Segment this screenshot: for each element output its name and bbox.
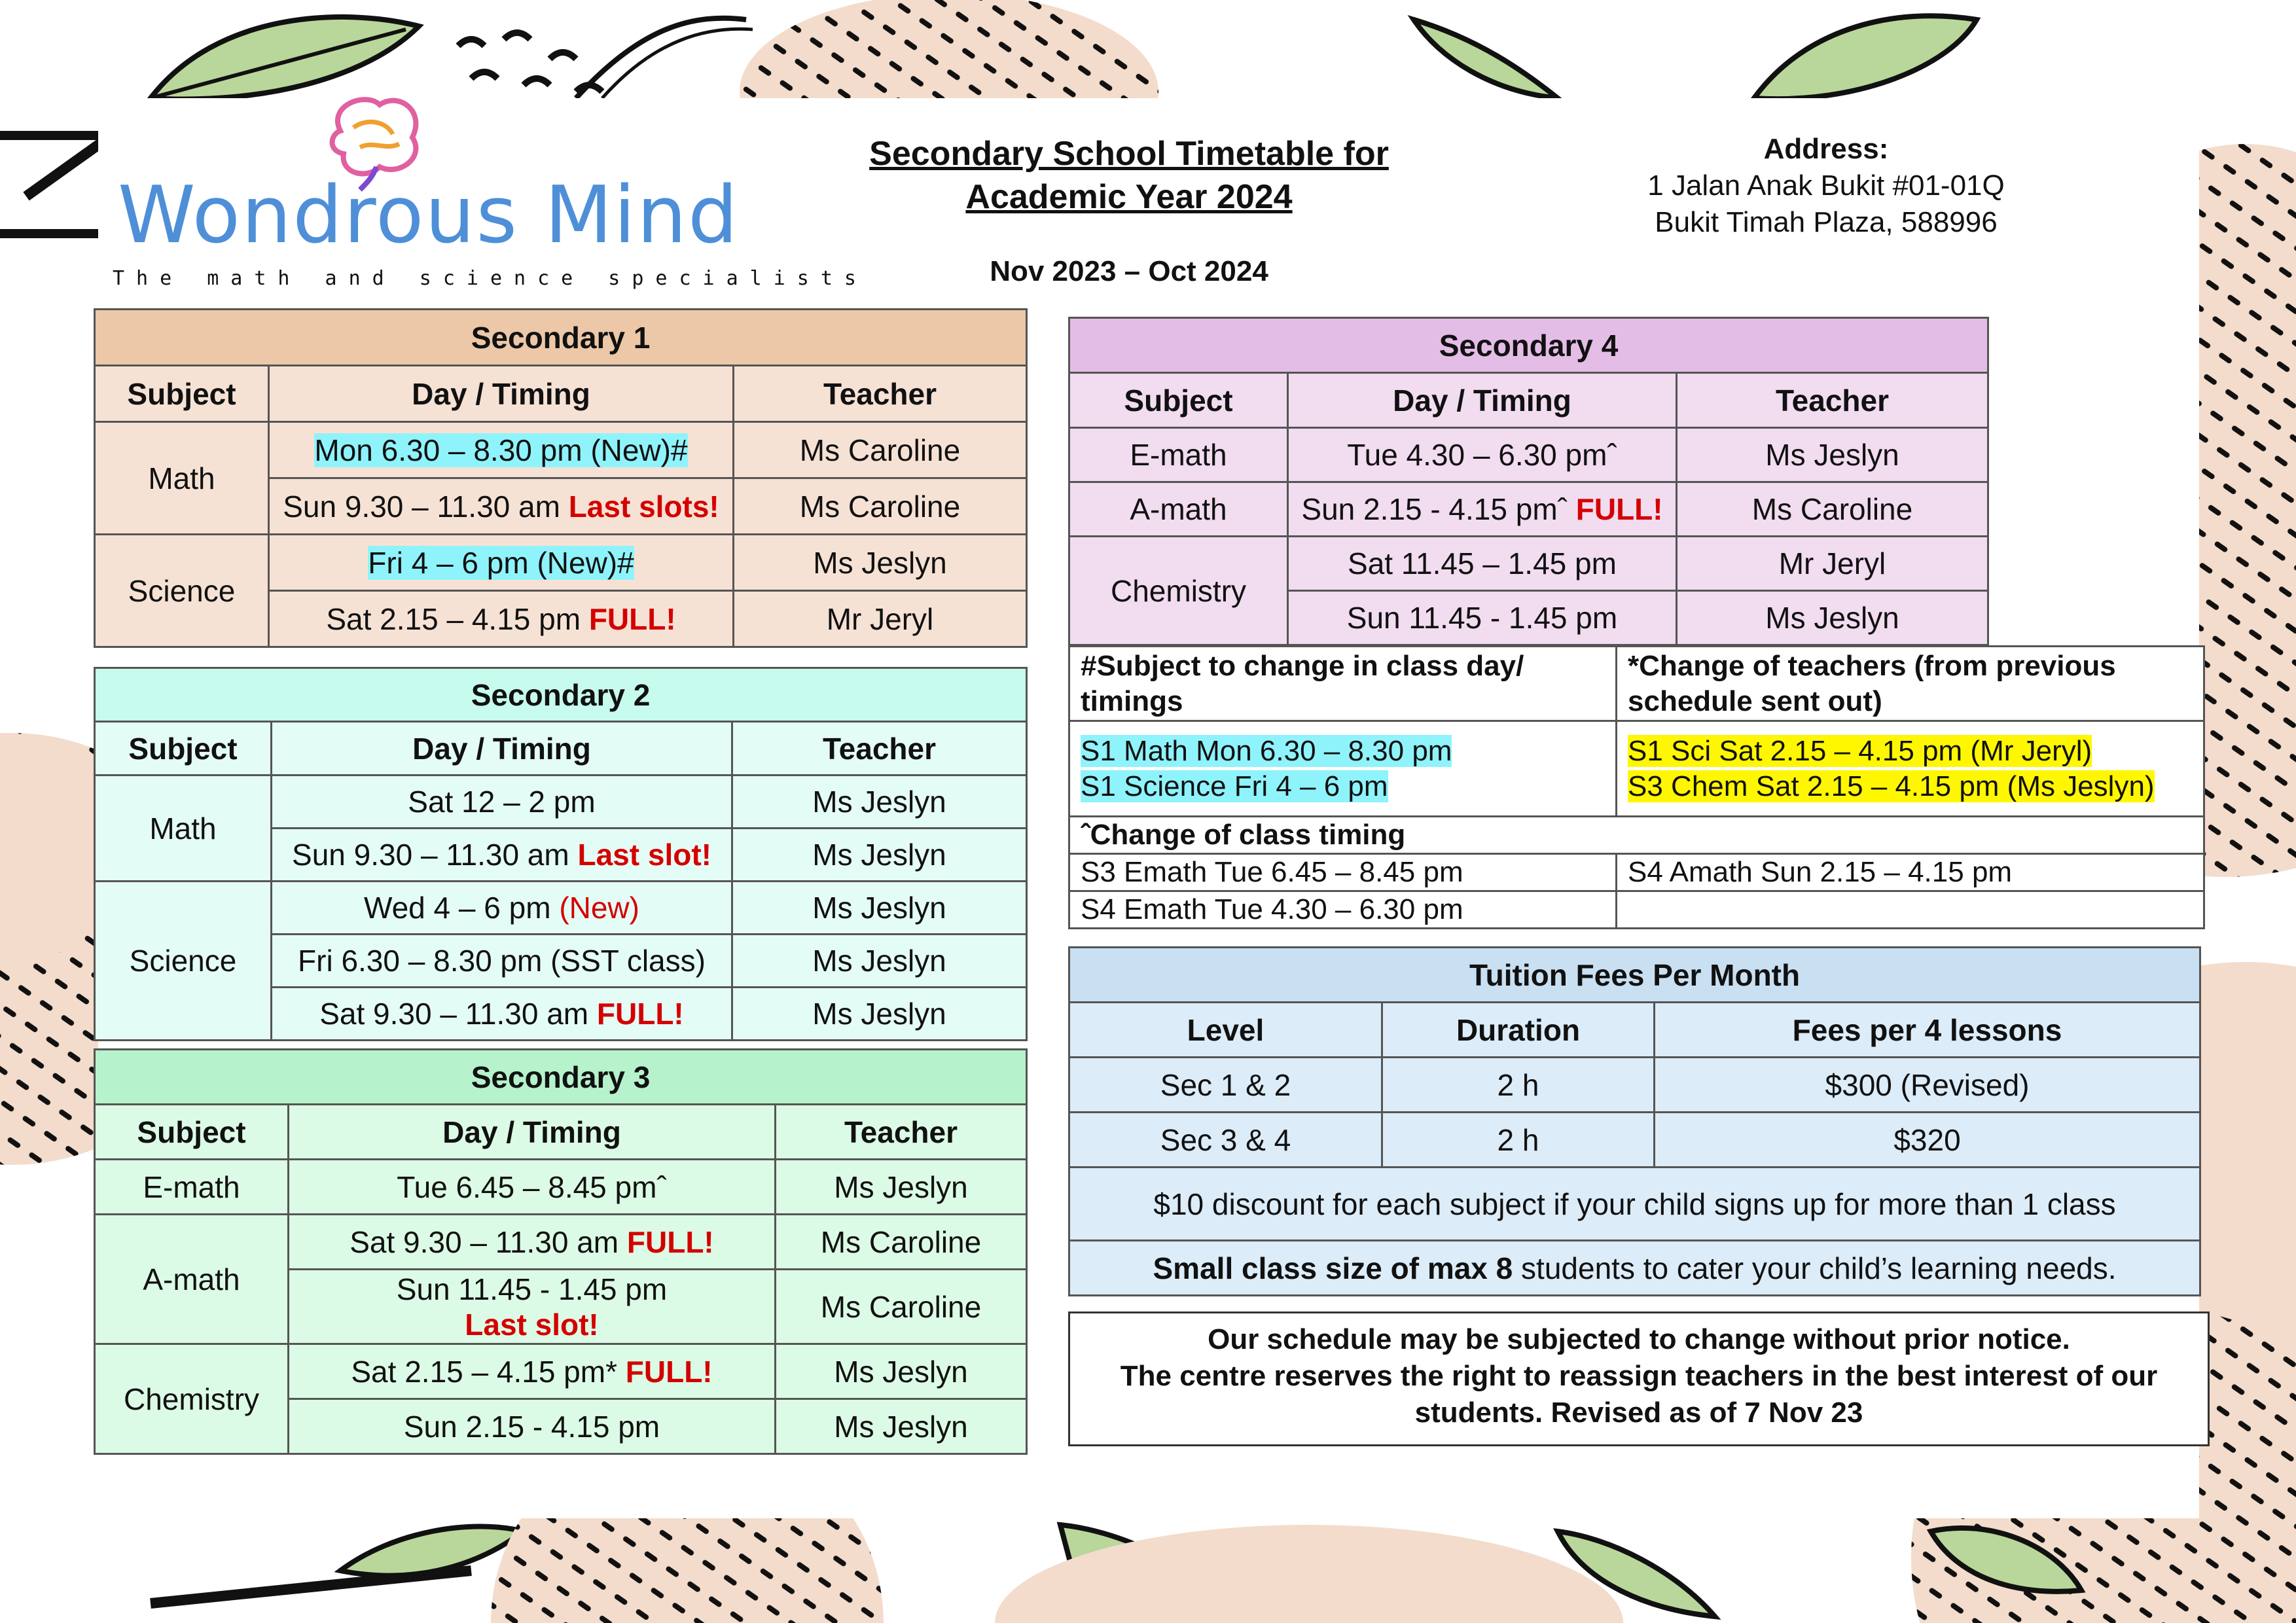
change-notes-table — [1068, 645, 2205, 929]
sec1-timing-cell — [269, 478, 734, 535]
sec2-note-4: FULL! — [596, 997, 684, 1031]
fees-level-1: Sec 3 & 4 — [1069, 1113, 1382, 1168]
brand-name: Wondrous Mind — [118, 170, 740, 261]
table-row — [1069, 482, 1988, 537]
sec1-timing-3: Sat 2.15 – 4.15 pm — [326, 601, 581, 636]
title-line-1: Secondary School Timetable for — [869, 135, 1389, 173]
sec1-teacher-3: Mr Jeryl — [734, 591, 1027, 647]
sec3-teacher-2: Ms Caroline — [776, 1270, 1027, 1344]
sec3-teacher-0: Ms Jeslyn — [776, 1160, 1027, 1215]
table-row — [1069, 1113, 2200, 1168]
table-row — [1069, 1058, 2200, 1113]
fees-title: Tuition Fees Per Month — [1069, 948, 2200, 1003]
sec2-teacher-2: Ms Jeslyn — [732, 882, 1027, 935]
sec1-teacher-0: Ms Caroline — [734, 422, 1027, 478]
sec2-col-timing: Day / Timing — [272, 722, 732, 776]
subject-change-list — [1069, 721, 1617, 817]
fees-level-0: Sec 1 & 2 — [1069, 1058, 1382, 1113]
secondary-1-table — [94, 308, 1028, 648]
sec1-teacher-2: Ms Jeslyn — [734, 535, 1027, 591]
sec4-col-teacher: Teacher — [1677, 373, 1988, 428]
sec3-note-3: FULL! — [625, 1354, 713, 1389]
tuition-fees-table — [1068, 946, 2201, 1296]
title-line-2: Academic Year 2024 — [965, 178, 1293, 216]
sec3-timing-cell — [289, 1344, 776, 1399]
sec4-timing-2: Sat 11.45 – 1.45 pm — [1288, 537, 1677, 591]
sec2-col-subject: Subject — [95, 722, 272, 776]
address-label: Address: — [1763, 133, 1889, 165]
sec4-teacher-2: Mr Jeryl — [1677, 537, 1988, 591]
sec4-teacher-3: Ms Jeslyn — [1677, 591, 1988, 645]
table-row — [95, 882, 1027, 935]
class-size-rest: students to cater your child’s learning needs. — [1513, 1251, 2117, 1285]
sec1-subject-math: Math — [95, 422, 269, 535]
sec2-timing-cell — [272, 882, 732, 935]
disclaimer-line-2: The centre reserves the right to reassign teachers in the best interest of our — [1120, 1360, 2158, 1392]
sec2-title: Secondary 2 — [95, 668, 1027, 722]
disclaimer-line-1: Our schedule may be subjected to change without prior notice. — [1208, 1323, 2070, 1355]
fees-col-duration: Duration — [1382, 1003, 1655, 1058]
sec2-teacher-3: Ms Jeslyn — [732, 935, 1027, 988]
sec2-timing-0: Sat 12 – 2 pm — [272, 776, 732, 829]
leaf-top-center — [1414, 16, 1977, 99]
secondary-2-table — [94, 667, 1028, 1041]
sec4-subject-amath: A-math — [1069, 482, 1288, 537]
class-size-bold: Small class size of max 8 — [1153, 1251, 1513, 1285]
sec2-timing-cell — [272, 988, 732, 1041]
sec4-title: Secondary 4 — [1069, 318, 1988, 373]
teacher-change-list — [1617, 721, 2204, 817]
sec3-timing-1: Sat 9.30 – 11.30 am — [350, 1224, 619, 1259]
sec1-timing-0: Mon 6.30 – 8.30 pm (New)# — [314, 433, 688, 467]
sec4-teacher-0: Ms Jeslyn — [1677, 428, 1988, 482]
sec2-teacher-4: Ms Jeslyn — [732, 988, 1027, 1041]
sec3-note-2: Last slot! — [465, 1307, 599, 1342]
timing-change-title: ˆChange of class timing — [1069, 817, 2204, 854]
teacher-change-1: S1 Sci Sat 2.15 – 4.15 pm (Mr Jeryl) — [1628, 734, 2092, 767]
fees-discount: $10 discount for each subject if your child signs up for more than 1 class — [1069, 1168, 2200, 1241]
table-row — [1069, 428, 1988, 482]
table-row — [95, 422, 1027, 478]
sec3-timing-0: Tue 6.45 – 8.45 pmˆ — [289, 1160, 776, 1215]
fees-amount-1: $320 — [1655, 1113, 2200, 1168]
fees-duration-0: 2 h — [1382, 1058, 1655, 1113]
sec4-teacher-1: Ms Caroline — [1677, 482, 1988, 537]
timing-change-2: S4 Amath Sun 2.15 – 4.15 pm — [1617, 854, 2204, 891]
address-block — [1590, 131, 2062, 241]
sec2-subject-math: Math — [95, 776, 272, 882]
sec1-col-subject: Subject — [95, 366, 269, 422]
teacher-change-2: S3 Chem Sat 2.15 – 4.15 pm (Ms Jeslyn) — [1628, 770, 2155, 802]
sec2-timing-1: Sun 9.30 – 11.30 am — [292, 838, 569, 872]
sec3-timing-cell — [289, 1215, 776, 1270]
table-row — [95, 1215, 1027, 1270]
sec3-subject-chemistry: Chemistry — [95, 1344, 289, 1454]
sec2-timing-2: Wed 4 – 6 pm — [364, 891, 551, 925]
secondary-4-table — [1068, 317, 1989, 646]
sec3-teacher-3: Ms Jeslyn — [776, 1344, 1027, 1399]
timing-change-empty — [1617, 891, 2204, 929]
subject-change-1: S1 Math Mon 6.30 – 8.30 pm — [1081, 734, 1452, 767]
sec1-timing-cell — [269, 591, 734, 647]
sec1-col-teacher: Teacher — [734, 366, 1027, 422]
secondary-3-table — [94, 1048, 1028, 1455]
sec1-timing-cell — [269, 422, 734, 478]
timing-change-3: S4 Emath Tue 4.30 – 6.30 pm — [1069, 891, 1617, 929]
fees-col-level: Level — [1069, 1003, 1382, 1058]
disclaimer-box — [1068, 1311, 2210, 1446]
sec3-timing-4: Sun 2.15 - 4.15 pm — [289, 1399, 776, 1454]
sec3-subject-emath: E-math — [95, 1160, 289, 1215]
sec2-timing-3: Fri 6.30 – 8.30 pm (SST class) — [272, 935, 732, 988]
sec1-col-timing: Day / Timing — [269, 366, 734, 422]
sec2-teacher-0: Ms Jeslyn — [732, 776, 1027, 829]
fees-col-fees: Fees per 4 lessons — [1655, 1003, 2200, 1058]
sec3-timing-2: Sun 11.45 - 1.45 pm — [396, 1272, 668, 1306]
sec1-timing-1: Sun 9.30 – 11.30 am — [283, 489, 560, 524]
sec4-col-subject: Subject — [1069, 373, 1288, 428]
address-line-2: Bukit Timah Plaza, 588996 — [1655, 206, 1998, 238]
sec1-subject-science: Science — [95, 535, 269, 647]
table-row — [95, 1344, 1027, 1399]
sec4-timing-cell — [1288, 482, 1677, 537]
sec1-note-3: FULL! — [588, 601, 676, 636]
table-row — [95, 1160, 1027, 1215]
sec4-timing-0: Tue 4.30 – 6.30 pmˆ — [1288, 428, 1677, 482]
sec4-subject-chemistry: Chemistry — [1069, 537, 1288, 645]
sec2-col-teacher: Teacher — [732, 722, 1027, 776]
sec1-teacher-1: Ms Caroline — [734, 478, 1027, 535]
sec2-timing-4: Sat 9.30 – 11.30 am — [319, 997, 589, 1031]
sec3-col-teacher: Teacher — [776, 1105, 1027, 1160]
sec3-note-1: FULL! — [626, 1224, 714, 1259]
sec4-note-1: FULL! — [1575, 492, 1663, 526]
fees-amount-0: $300 (Revised) — [1655, 1058, 2200, 1113]
sec2-note-2: (New) — [559, 891, 639, 925]
sec3-col-subject: Subject — [95, 1105, 289, 1160]
sec3-subject-amath: A-math — [95, 1215, 289, 1344]
disclaimer-line-3: students. Revised as of 7 Nov 23 — [1414, 1397, 1863, 1429]
academic-period: Nov 2023 – Oct 2024 — [990, 255, 1268, 287]
page-title — [785, 132, 1473, 219]
sec4-timing-3: Sun 11.45 - 1.45 pm — [1288, 591, 1677, 645]
sec4-col-timing: Day / Timing — [1288, 373, 1677, 428]
sec2-note-1: Last slot! — [577, 838, 711, 872]
sec3-timing-3: Sat 2.15 – 4.15 pm* — [351, 1354, 617, 1389]
subject-change-title: #Subject to change in class day/ timings — [1069, 647, 1617, 721]
sec2-teacher-1: Ms Jeslyn — [732, 829, 1027, 882]
sec4-subject-emath: E-math — [1069, 428, 1288, 482]
sec1-note-1: Last slots! — [568, 489, 719, 524]
sec3-teacher-4: Ms Jeslyn — [776, 1399, 1027, 1454]
sec1-title: Secondary 1 — [95, 310, 1027, 366]
sec4-timing-1: Sun 2.15 - 4.15 pmˆ — [1301, 492, 1568, 526]
teacher-change-title: *Change of teachers (from previous schedule sent out) — [1617, 647, 2204, 721]
table-row — [95, 535, 1027, 591]
sec3-teacher-1: Ms Caroline — [776, 1215, 1027, 1270]
sec1-timing-2: Fri 4 – 6 pm (New)# — [368, 545, 634, 580]
sec1-timing-cell — [269, 535, 734, 591]
fees-duration-1: 2 h — [1382, 1113, 1655, 1168]
sec3-timing-cell — [289, 1270, 776, 1344]
address-line-1: 1 Jalan Anak Bukit #01-01Q — [1647, 169, 2005, 202]
sec2-subject-science: Science — [95, 882, 272, 1041]
dots-top — [458, 33, 602, 92]
timing-change-1: S3 Emath Tue 6.45 – 8.45 pm — [1069, 854, 1617, 891]
sec2-timing-cell — [272, 829, 732, 882]
sec3-title: Secondary 3 — [95, 1050, 1027, 1105]
sec3-col-timing: Day / Timing — [289, 1105, 776, 1160]
brand-tagline: The math and science specialists — [113, 267, 868, 290]
table-row — [1069, 537, 1988, 591]
subject-change-2: S1 Science Fri 4 – 6 pm — [1081, 770, 1388, 802]
table-row — [95, 776, 1027, 829]
fees-class-size — [1069, 1241, 2200, 1296]
